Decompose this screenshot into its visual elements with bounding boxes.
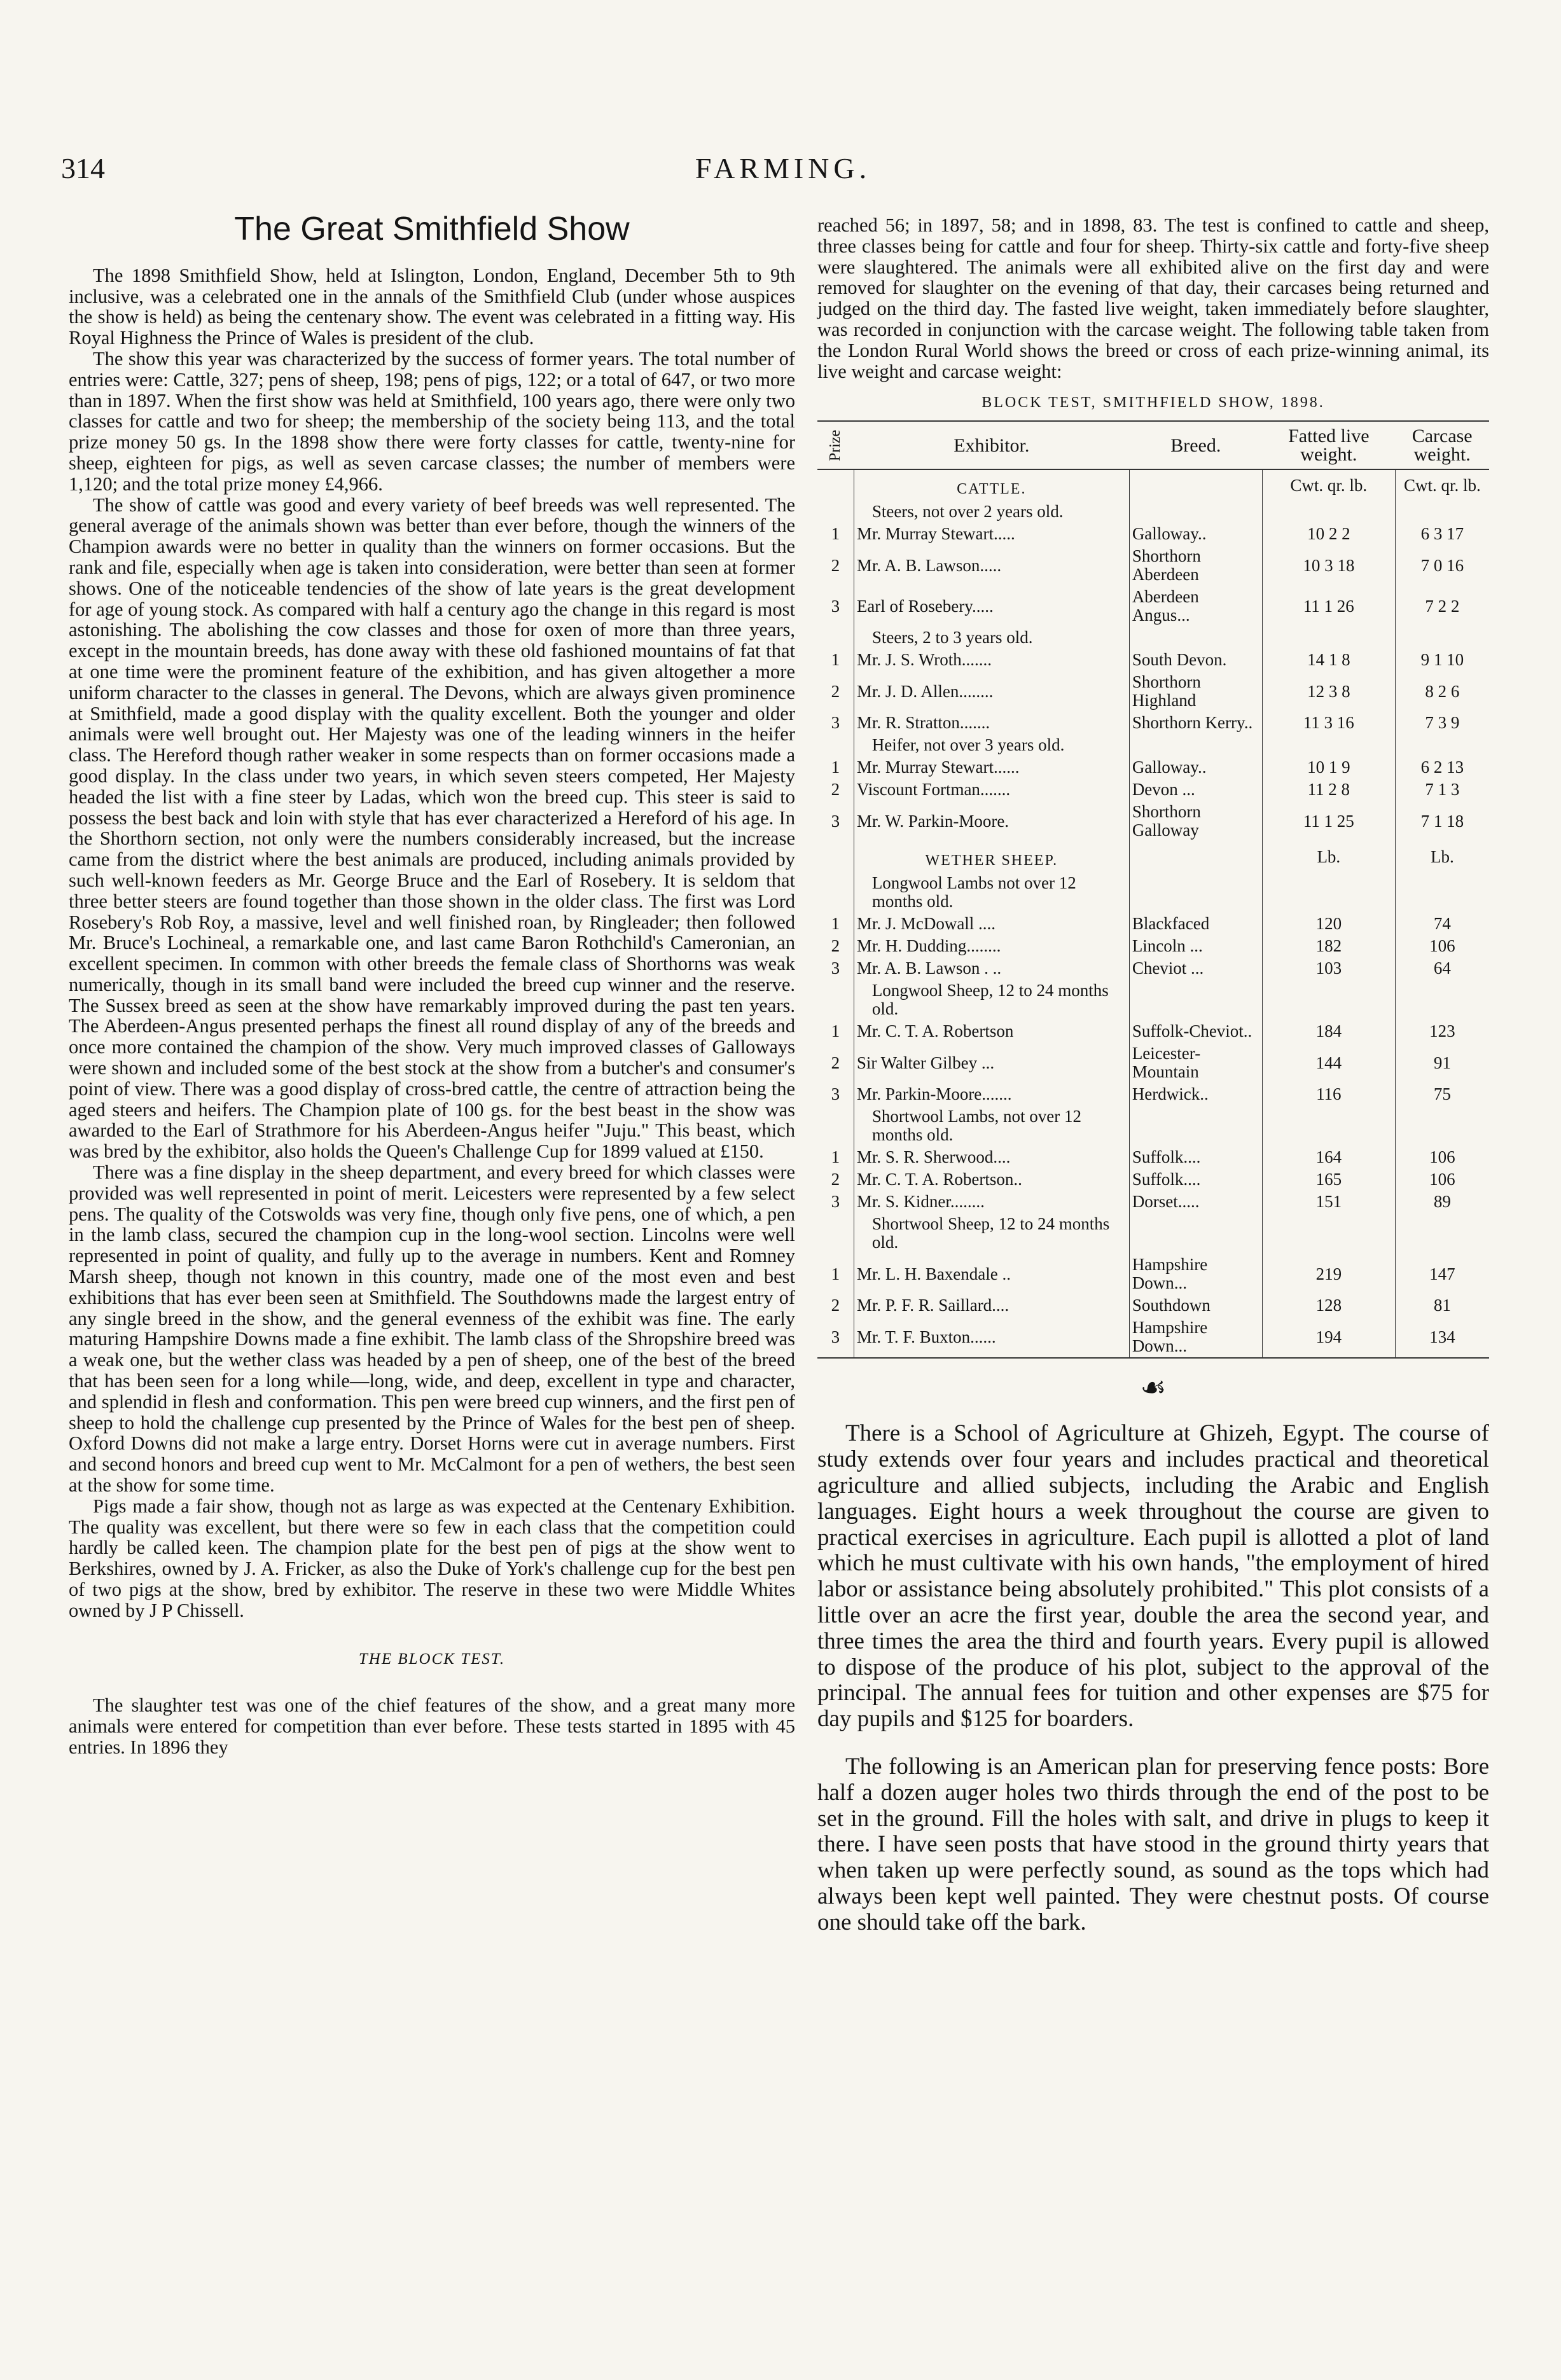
table-row — [817, 1317, 1489, 1358]
breed-cell: Cheviot ... — [1129, 957, 1262, 979]
table-row — [817, 1254, 1489, 1294]
breed-cell: Hampshire Down... — [1129, 1317, 1262, 1358]
table-body — [817, 469, 1489, 1358]
left-column — [69, 211, 795, 1758]
carcase-weight-cell: 106 — [1429, 1170, 1455, 1189]
prize-cell: 2 — [831, 1296, 840, 1315]
group-row — [817, 501, 1489, 523]
prize-cell: 1 — [831, 524, 840, 544]
prize-cell — [817, 1105, 854, 1146]
breed-cell: Blackfaced — [1129, 913, 1262, 935]
live-weight-cell: 182 — [1262, 935, 1395, 957]
exhibitor-cell: Mr. C. T. A. Robertson — [854, 1020, 1129, 1042]
prize-cell: 3 — [831, 958, 840, 978]
live-weight-cell: 10 1 9 — [1262, 756, 1395, 778]
group-label: Steers, 2 to 3 years old. — [854, 626, 1129, 649]
exhibitor-cell: Mr. A. B. Lawson . .. — [854, 957, 1129, 979]
unit-label: Cwt. qr. lb. — [1262, 469, 1395, 501]
live-weight-cell: 14 1 8 — [1262, 649, 1395, 671]
carcase-weight-cell: 64 — [1433, 958, 1451, 978]
breed-cell: Herdwick.. — [1129, 1083, 1262, 1105]
header-exhibitor: Exhibitor. — [854, 421, 1129, 469]
exhibitor-cell: Mr. L. H. Baxendale .. — [854, 1254, 1129, 1294]
table-row — [817, 1146, 1489, 1168]
carcase-weight-cell — [1395, 734, 1489, 756]
prize-cell — [817, 979, 854, 1020]
table-row — [817, 913, 1489, 935]
breed-cell — [1129, 501, 1262, 523]
prize-cell: 1 — [831, 758, 840, 777]
table-row — [817, 671, 1489, 712]
prize-cell: 3 — [831, 1192, 840, 1212]
group-label: Heifer, not over 3 years old. — [854, 734, 1129, 756]
carcase-weight-cell — [1395, 872, 1489, 913]
continued-paragraph: reached 56; in 1897, 58; and in 1898, 83. The test is confined to cattle and sheep, three classes being for cattle and four for sheep. Thirty-six cattle and forty-five sheep were slaughtered. The animals were all exhibited alive on the first day and were removed for slaughter on the evening of that day, their carcases being returned and judged on the third day. The fasted live weight, taken immediately before slaughter, was recorded in conjunction with the carcase weight. The following table taken from the London Rural World shows the breed or cross of each prize-winning animal, its live weight and carcase weight: — [817, 214, 1489, 382]
breed-cell — [1129, 734, 1262, 756]
group-label: Shortwool Sheep, 12 to 24 months old. — [854, 1213, 1129, 1254]
note-paragraph: The following is an American plan for preserving fence posts: Bore half a dozen auger holes two thirds through the end of the post to be set in the ground. Fill the holes with salt, and drive in plugs to keep it there. I have seen posts that have stood in the ground thirty years that when taken up were perfectly sound, as sound as the tops which had always been kept well painted. They were chestnut posts. Of course one should take off the bark. — [817, 1753, 1489, 1935]
section-heading: WETHER SHEEP. — [854, 841, 1129, 872]
prize-cell — [817, 501, 854, 523]
carcase-weight-cell: 106 — [1429, 936, 1455, 956]
section-row-cattle — [817, 469, 1489, 501]
live-weight-cell: 103 — [1262, 957, 1395, 979]
carcase-weight-cell: 6 2 13 — [1420, 758, 1464, 777]
live-weight-cell — [1262, 872, 1395, 913]
exhibitor-cell: Viscount Fortman....... — [854, 778, 1129, 801]
carcase-weight-cell — [1395, 1105, 1489, 1146]
live-weight-cell: 11 1 26 — [1262, 586, 1395, 626]
carcase-weight-cell: 147 — [1429, 1264, 1455, 1283]
prize-cell: 2 — [831, 780, 840, 799]
breed-cell: Devon ... — [1129, 778, 1262, 801]
live-weight-cell: 164 — [1262, 1146, 1395, 1168]
exhibitor-cell: Mr. Parkin-Moore....... — [854, 1083, 1129, 1105]
header-live-weight: Fatted live weight. — [1262, 421, 1395, 469]
exhibitor-cell: Mr. A. B. Lawson..... — [854, 545, 1129, 586]
breed-cell: Southdown — [1129, 1294, 1262, 1317]
live-weight-cell: 120 — [1262, 913, 1395, 935]
table-row — [817, 957, 1489, 979]
right-column — [817, 215, 1489, 1936]
section-heading: CATTLE. — [854, 469, 1129, 501]
carcase-weight-cell: 134 — [1429, 1327, 1455, 1346]
breed-cell — [1129, 979, 1262, 1020]
carcase-weight-cell: 9 1 10 — [1420, 650, 1464, 670]
carcase-weight-cell — [1395, 1213, 1489, 1254]
breed-cell: Shorthorn Highland — [1129, 671, 1262, 712]
prize-cell: 2 — [831, 936, 840, 956]
prize-cell: 2 — [831, 1170, 840, 1189]
exhibitor-cell: Mr. R. Stratton....... — [854, 712, 1129, 734]
exhibitor-cell: Mr. Murray Stewart...... — [854, 756, 1129, 778]
unit-label: Lb. — [1431, 847, 1454, 866]
live-weight-cell: 10 3 18 — [1262, 545, 1395, 586]
breed-cell — [1129, 1213, 1262, 1254]
exhibitor-cell: Mr. J. S. Wroth....... — [854, 649, 1129, 671]
group-row — [817, 979, 1489, 1020]
table-row — [817, 586, 1489, 626]
prize-cell: 1 — [831, 1147, 840, 1167]
group-row — [817, 872, 1489, 913]
carcase-weight-cell: 74 — [1433, 914, 1451, 934]
carcase-weight-cell: 7 1 18 — [1420, 811, 1464, 831]
exhibitor-cell: Mr. C. T. A. Robertson.. — [854, 1168, 1129, 1191]
carcase-weight-cell: 75 — [1433, 1084, 1451, 1104]
exhibitor-cell: Mr. J. McDowall .... — [854, 913, 1129, 935]
group-row — [817, 626, 1489, 649]
prize-cell: 2 — [831, 1053, 840, 1072]
table-row — [817, 649, 1489, 671]
live-weight-cell — [1262, 626, 1395, 649]
table-row — [817, 935, 1489, 957]
exhibitor-cell: Mr. S. Kidner........ — [854, 1191, 1129, 1213]
breed-cell: Suffolk.... — [1129, 1146, 1262, 1168]
carcase-weight-cell: 89 — [1433, 1192, 1451, 1212]
ornament-icon: ☙ — [1140, 1371, 1167, 1404]
article-paragraph: The show of cattle was good and every variety of beef breeds was well represented. The general average of the animals shown was better than ever before, though the winners of the Champion awards were no better in quality than the winners on former occasions. But the rank and file, especially when age is taken into consideration, were better than seen at former shows. One of the noticeable tendencies of the show of late years is the great development for age of young stock. As compared with half a century ago the change in this regard is most astonishing. The abolishing the cow classes and those for oxen of more than three years, except in the mountain breeds, has done away with these old fashioned mountains of fat that at one time were the prominent feature of the exhibition, and has given altogether a more uniform character to the classes in general. The Devons, which are always given prominence at Smithfield, made a good display with the quality excellent. Both the younger and older animals were well brought out. Her Majesty was one of the leading winners in the heifer class. The Hereford though rather weaker in some respects than on former occasions made a good display. In the class under two years, in which seven steers competed, Her Majesty headed the list with a fine steer by Ladas, which won the breed cup. This steer is said to possess the best back and loin with style that has ever characterized a Hereford of his age. In the Shorthorn section, not only were the numbers considerably increased, but the increase came from the district where the best animals are produced, including animals provided by such well-known feeders as Mr. George Bruce and the Earl of Rosebery. It is seldom that three better steers are found together than those shown in the older class. The first was Lord Rosebery's Rob Roy, a massive, level and well finished roan, by Ringleader; then followed Mr. Bruce's Lochineal, a remarkable one, and last came Baron Rothchild's Cameronian, an excellent specimen. In common with other breeds the female class of Shorthorns was weak numerically, though in its small band were included the breed cup winner and the reserve. The Sussex breed as seen at the show have remarkably improved during the past ten years. The Aberdeen-Angus presented perhaps the finest all round display of any of the breeds and once more contained the champion of the show. Very much improved classes of Galloways were shown and included some of the best stock at the show from a butcher's and consumer's point of view. There was a good display of cross-bred cattle, the centre of attraction being the aged steers and heifers. The Champion plate of 100 gs. for the best beast in the show was awarded to the Earl of Strathmore for his Aberdeen-Angus heifer "Juju." This beast, which was bred by the exhibitor, also holds the Queen's Challenge Cup for 1899 valued at £150. — [69, 494, 795, 1163]
exhibitor-cell: Earl of Rosebery..... — [854, 586, 1129, 626]
live-weight-cell: 194 — [1262, 1317, 1395, 1358]
unit-label: Lb. — [1262, 841, 1395, 872]
prize-cell: 3 — [831, 1327, 840, 1346]
article-title: The Great Smithfield Show — [234, 211, 630, 247]
header-prize: Prize — [817, 421, 854, 469]
prize-cell: 3 — [831, 713, 840, 733]
article-paragraph: Pigs made a fair show, though not as large as was expected at the Centenary Exhibition. The quality was excellent, but there were so few in each class that the competition could hardly be called keen. The champion plate for the best pen of pigs at the show went to Berkshires, owned by J. A. Fricker, as also the Duke of York's challenge cup for the best pen of two pigs at the show, bred by exhibitor. The reserve in these two were Middle Whites owned by J P Chissell. — [69, 1495, 795, 1621]
exhibitor-cell: Mr. H. Dudding........ — [854, 935, 1129, 957]
live-weight-cell: 144 — [1262, 1042, 1395, 1083]
live-weight-cell: 11 3 16 — [1262, 712, 1395, 734]
table-row — [817, 756, 1489, 778]
live-weight-cell: 151 — [1262, 1191, 1395, 1213]
exhibitor-cell: Mr. T. F. Buxton...... — [854, 1317, 1129, 1358]
group-label: Steers, not over 2 years old. — [854, 501, 1129, 523]
group-label: Longwool Sheep, 12 to 24 months old. — [854, 979, 1129, 1020]
table-title: BLOCK TEST, SMITHFIELD SHOW, 1898. — [982, 394, 1325, 412]
header-carcase-weight: Carcase weight. — [1395, 421, 1489, 469]
table-row — [817, 1191, 1489, 1213]
breed-cell: Suffolk-Cheviot.. — [1129, 1020, 1262, 1042]
prize-cell — [817, 872, 854, 913]
live-weight-cell: 116 — [1262, 1083, 1395, 1105]
carcase-weight-cell: 81 — [1433, 1296, 1451, 1315]
article-paragraph: The slaughter test was one of the chief features of the show, and a great many more animals were entered for competition than ever before. These tests started in 1895 with 45 entries. In 1896 they — [69, 1694, 795, 1758]
block-test-table — [817, 420, 1489, 1359]
live-weight-cell — [1262, 734, 1395, 756]
breed-cell: Suffolk.... — [1129, 1168, 1262, 1191]
carcase-weight-cell: 91 — [1433, 1053, 1451, 1072]
table-header-row — [817, 421, 1489, 469]
prize-cell — [817, 626, 854, 649]
page-number: 314 — [61, 152, 105, 184]
article-paragraph: The show this year was characterized by the success of former years. The total number of entries were: Cattle, 327; pens of sheep, 198; pens of pigs, 122; or a total of 647, or two more than in 1897. When the first show was held at Smithfield, 100 years ago, there were only two classes for cattle and two for sheep; the membership of the society being 113, and the total prize money 50 gs. In the 1898 show there were forty classes for cattle, twenty-nine for sheep, eighteen for pigs, as well as seven carcase classes; the number of members were 1,120; and the total prize money £4,966. — [69, 347, 795, 495]
group-label: Shortwool Lambs, not over 12 months old. — [854, 1105, 1129, 1146]
breed-cell: Galloway.. — [1129, 523, 1262, 545]
live-weight-cell — [1262, 1213, 1395, 1254]
group-row — [817, 1213, 1489, 1254]
live-weight-cell — [1262, 979, 1395, 1020]
article-paragraph: There was a fine display in the sheep department, and every breed for which classes were provided was well represented in point of merit. Leicesters were represented by a few select pens. The quality of the Cotswolds was very fine, though only five pens, one of which, a pen in the lamb class, secured the champion cup in the long-wool section. Lincolns were well represented in point of quality, and fully up to the average in numbers. Kent and Romney Marsh sheep, though not known in this country, made one of the most even and best exhibitions that has ever been seen at Smithfield. The Southdowns made the largest entry of any single breed in the show, and the general evenness of the exhibit was fine. The early maturing Hampshire Downs made a fine exhibit. The lamb class of the Shropshire breed was a weak one, but the wether class was headed by a pen of sheep, one of the best of the breed that has been seen for a long while—long, wide, and deep, excellent in type and character, and splendid in flesh and conformation. This pen were breed cup winners, and the first pen of sheep to hold the challenge cup presented by the Prince of Wales for the best pen of sheep. Oxford Downs did not make a large entry. Dorset Horns were cut in average numbers. First and second honors and breed cup went to Mr. McCalmont for a pen of wethers, the best seen at the show for some time. — [69, 1161, 795, 1497]
breed-cell: Shorthorn Galloway — [1129, 801, 1262, 841]
group-row — [817, 1105, 1489, 1146]
section-row-sheep — [817, 841, 1489, 872]
exhibitor-cell: Mr. S. R. Sherwood.... — [854, 1146, 1129, 1168]
prize-cell: 1 — [831, 1021, 840, 1041]
live-weight-cell: 11 1 25 — [1262, 801, 1395, 841]
prize-cell: 1 — [831, 914, 840, 934]
breed-cell: South Devon. — [1129, 649, 1262, 671]
carcase-weight-cell — [1395, 979, 1489, 1020]
exhibitor-cell: Mr. P. F. R. Saillard.... — [854, 1294, 1129, 1317]
carcase-weight-cell: 8 2 6 — [1425, 681, 1460, 701]
live-weight-cell: 128 — [1262, 1294, 1395, 1317]
live-weight-cell: 12 3 8 — [1262, 671, 1395, 712]
carcase-weight-cell: 7 3 9 — [1425, 713, 1460, 733]
breed-cell: Leicester-Mountain — [1129, 1042, 1262, 1083]
breed-cell: Dorset..... — [1129, 1191, 1262, 1213]
live-weight-cell: 165 — [1262, 1168, 1395, 1191]
live-weight-cell: 219 — [1262, 1254, 1395, 1294]
prize-cell — [817, 841, 854, 872]
table-row — [817, 801, 1489, 841]
table-row — [817, 523, 1489, 545]
breed-cell: Shorthorn Aberdeen — [1129, 545, 1262, 586]
prize-cell: 2 — [831, 681, 840, 701]
prize-cell: 3 — [831, 811, 840, 831]
live-weight-cell — [1262, 1105, 1395, 1146]
group-label: Longwool Lambs not over 12 months old. — [854, 872, 1129, 913]
table-row — [817, 1168, 1489, 1191]
table-row — [817, 545, 1489, 586]
header-breed: Breed. — [1129, 421, 1262, 469]
table-row — [817, 1020, 1489, 1042]
group-row — [817, 734, 1489, 756]
live-weight-cell: 11 2 8 — [1262, 778, 1395, 801]
live-weight-cell: 10 2 2 — [1262, 523, 1395, 545]
carcase-weight-cell — [1395, 501, 1489, 523]
prize-cell: 1 — [831, 650, 840, 670]
breed-cell: Lincoln ... — [1129, 935, 1262, 957]
exhibitor-cell: Mr. J. D. Allen........ — [854, 671, 1129, 712]
page-header — [61, 151, 1505, 196]
exhibitor-cell: Mr. Murray Stewart..... — [854, 523, 1129, 545]
unit-label: Cwt. qr. lb. — [1404, 475, 1481, 495]
prize-cell: 3 — [831, 596, 840, 616]
table-row — [817, 712, 1489, 734]
prize-cell: 2 — [831, 555, 840, 575]
carcase-weight-cell: 106 — [1429, 1147, 1455, 1167]
table-row — [817, 1042, 1489, 1083]
block-test-subheading: THE BLOCK TEST. — [358, 1650, 506, 1668]
carcase-weight-cell: 7 0 16 — [1420, 555, 1464, 575]
table-row — [817, 1083, 1489, 1105]
breed-cell — [1129, 626, 1262, 649]
breed-cell: Aberdeen Angus... — [1129, 586, 1262, 626]
carcase-weight-cell: 7 1 3 — [1425, 780, 1460, 799]
exhibitor-cell: Sir Walter Gilbey ... — [854, 1042, 1129, 1083]
breed-cell — [1129, 872, 1262, 913]
live-weight-cell: 184 — [1262, 1020, 1395, 1042]
prize-cell — [817, 1213, 854, 1254]
running-head: FARMING. — [695, 152, 871, 184]
prize-cell: 3 — [831, 1084, 840, 1104]
table-row — [817, 778, 1489, 801]
note-paragraph: There is a School of Agriculture at Ghizeh, Egypt. The course of study extends over four years and includes practical and theoretical agriculture and allied subjects, including the Arabic and English languages. Eight hours a week throughout the course are given to practical exercises in agriculture. Each pupil is allotted a plot of land which he must cultivate with his own hands, "the employment of hired labor or assistance being absolutely prohibited." This plot consists of a little over an acre the first year, double the area the second year, and three times the area the third and fourth years. Every pupil is allowed to dispose of the produce of his plot, subject to the approval of the principal. The annual fees for tuition and other expenses are $75 for day pupils and $125 for boarders. — [817, 1420, 1489, 1733]
carcase-weight-cell — [1395, 626, 1489, 649]
carcase-weight-cell: 6 3 17 — [1420, 524, 1464, 544]
table-row — [817, 1294, 1489, 1317]
prize-cell: 1 — [831, 1264, 840, 1283]
breed-cell — [1129, 1105, 1262, 1146]
breed-cell: Shorthorn Kerry.. — [1129, 712, 1262, 734]
exhibitor-cell: Mr. W. Parkin-Moore. — [854, 801, 1129, 841]
breed-cell: Galloway.. — [1129, 756, 1262, 778]
article-paragraph: The 1898 Smithfield Show, held at Islington, London, England, December 5th to 9th inclusive, was a celebrated one in the annals of the Smithfield Club (under whose auspices the show is held) as being the centenary show. The event was celebrated in a fitting way. His Royal Highness the Prince of Wales is president of the club. — [69, 264, 795, 349]
carcase-weight-cell: 7 2 2 — [1425, 596, 1460, 616]
breed-cell — [1129, 841, 1262, 872]
live-weight-cell — [1262, 501, 1395, 523]
carcase-weight-cell: 123 — [1429, 1021, 1455, 1041]
prize-cell — [817, 734, 854, 756]
breed-cell: Hampshire Down... — [1129, 1254, 1262, 1294]
